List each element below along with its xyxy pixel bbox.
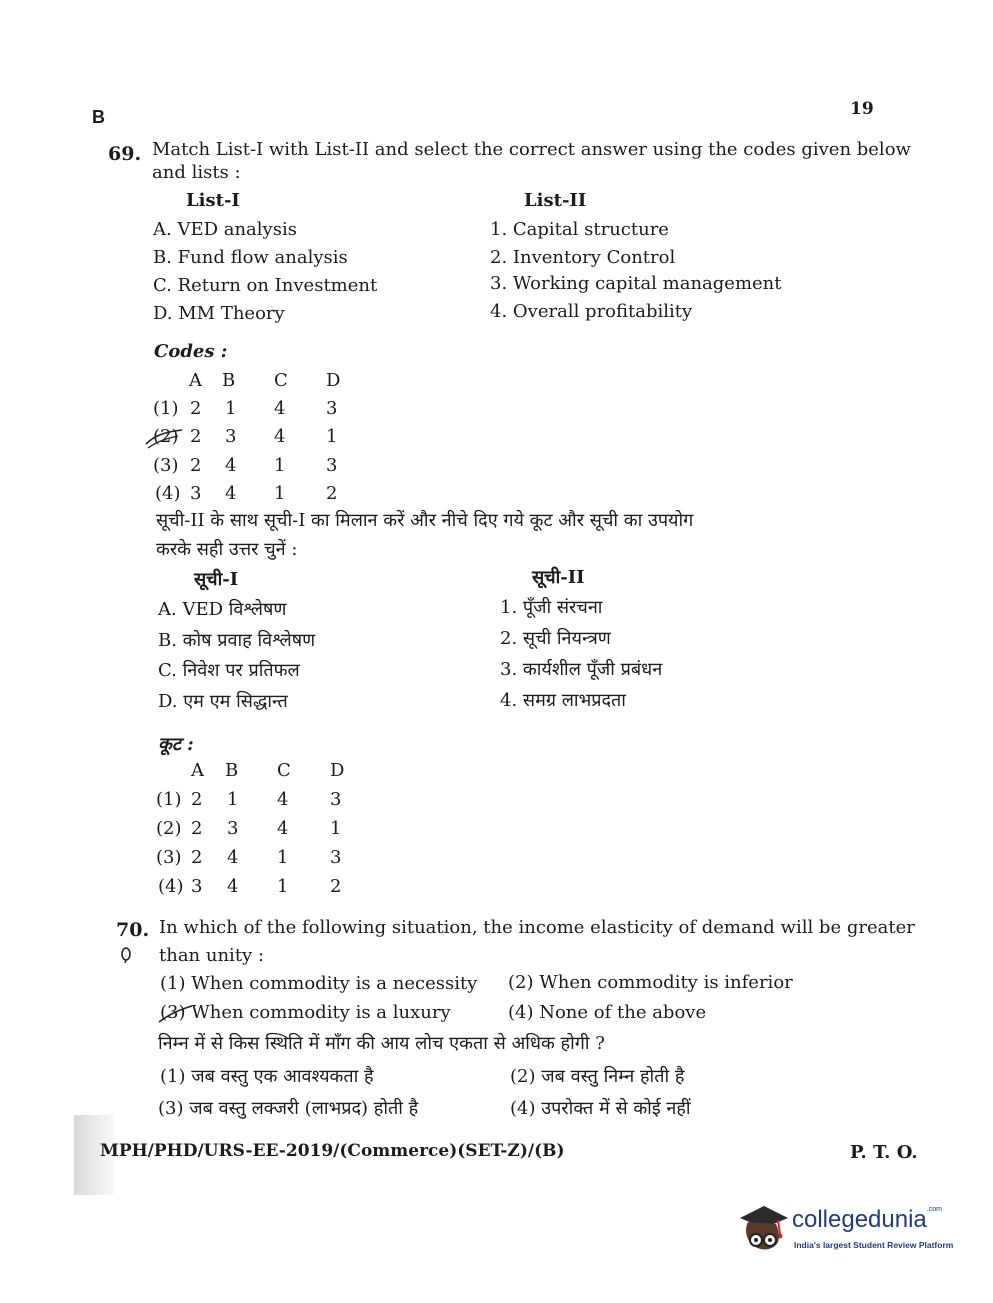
- option-label: (3): [156, 847, 182, 868]
- code-col: B: [225, 760, 239, 781]
- page-number: 19: [850, 99, 874, 119]
- option-value: 2: [191, 818, 203, 839]
- code-col: C: [277, 760, 291, 781]
- list-item: D. एम एम सिद्धान्त: [158, 691, 288, 712]
- q69-hi-stem-line2: करके सही उत्तर चुनें :: [156, 539, 298, 560]
- q70-option-4: (4) None of the above: [508, 1002, 707, 1023]
- code-col: A: [189, 370, 202, 391]
- q69-hi-stem-line1: सूची-II के साथ सूची-I का मिलान करें और नीचे दिए गये कूट और सूची का उपयोग: [156, 510, 694, 531]
- option-value: 3: [326, 455, 338, 476]
- option-label: (2): [153, 426, 179, 447]
- q69-hi-list2-head: सूची-II: [532, 567, 585, 588]
- footer-code: MPH/PHD/URS-EE-2019/(Commerce)(SET-Z)/(B): [100, 1141, 565, 1161]
- option-value: 1: [330, 818, 342, 839]
- q70-number: 70.: [116, 919, 150, 941]
- list-item: 4. समग्र लाभप्रदता: [500, 690, 626, 711]
- logo-name: collegedunia$^{.com}$: [792, 1206, 942, 1233]
- option-value: 3: [225, 426, 237, 447]
- option-value: 4: [227, 847, 239, 868]
- option-label: (2): [156, 818, 182, 839]
- option-value: 1: [225, 398, 237, 419]
- option-value: 2: [191, 847, 203, 868]
- option-label: (1): [153, 398, 179, 419]
- option-value: 4: [274, 426, 286, 447]
- option-label: (3): [153, 455, 179, 476]
- code-col: D: [330, 760, 345, 781]
- option-value: 2: [191, 789, 203, 810]
- code-option: [0, 876, 400, 900]
- code-col: A: [191, 760, 204, 781]
- list-item: A. VED विश्लेषण: [158, 599, 287, 620]
- list-item: 2. Inventory Control: [490, 247, 676, 268]
- q70-option-3: (3) When commodity is a luxury: [160, 1002, 451, 1023]
- option-value: 4: [227, 876, 239, 897]
- q70-hi-option-3: (3) जब वस्तु लक्जरी (लाभप्रद) होती है: [158, 1098, 419, 1119]
- option-value: 2: [330, 876, 342, 897]
- code-option: [0, 818, 400, 842]
- option-value: 4: [277, 818, 289, 839]
- q69-list1-head: List-I: [186, 190, 240, 211]
- list-item: D. MM Theory: [153, 303, 285, 324]
- list-item: 4. Overall profitability: [490, 301, 693, 322]
- list-item: 2. सूची नियन्त्रण: [500, 628, 611, 649]
- option-value: 1: [274, 483, 286, 504]
- code-option: [0, 847, 400, 871]
- q69-number: 69.: [108, 143, 142, 165]
- mascot-icon: [734, 1200, 792, 1258]
- q70-stem-line1: In which of the following situation, the income elasticity of demand will be greater: [159, 917, 915, 938]
- option-value: 1: [227, 789, 239, 810]
- code-option: [0, 455, 400, 479]
- q69-stem-line1: Match List-I with List-II and select the correct answer using the codes given below: [152, 139, 911, 160]
- list-item: B. Fund flow analysis: [153, 247, 348, 268]
- code-option: [0, 398, 400, 422]
- logo-tagline: India's largest Student Review Platform: [794, 1240, 954, 1250]
- option-value: 2: [190, 426, 202, 447]
- code-col: C: [274, 370, 288, 391]
- option-value: 3: [330, 789, 342, 810]
- footer-pto: P. T. O.: [850, 1142, 918, 1163]
- list-item: A. VED analysis: [153, 219, 297, 240]
- code-option: [0, 426, 400, 450]
- list-item: C. Return on Investment: [153, 275, 378, 296]
- list-item: 1. Capital structure: [490, 219, 669, 240]
- option-value: 4: [225, 483, 237, 504]
- option-label: (4): [158, 876, 184, 897]
- option-value: 2: [190, 455, 202, 476]
- hi-codes-label: कूट :: [158, 734, 194, 755]
- option-value: 3: [190, 483, 202, 504]
- option-value: 4: [274, 398, 286, 419]
- q70-option-2: (2) When commodity is inferior: [508, 972, 793, 993]
- option-value: 3: [330, 847, 342, 868]
- margin-pen-mark: [118, 946, 134, 964]
- option-label: (1): [156, 789, 182, 810]
- codes-label: Codes :: [154, 341, 228, 362]
- option-value: 1: [326, 426, 338, 447]
- code-option: [0, 483, 400, 507]
- answer-pen-mark: [142, 426, 186, 452]
- collegedunia-logo: [734, 1196, 964, 1262]
- set-letter: B: [92, 107, 105, 127]
- list-item: C. निवेश पर प्रतिफल: [158, 660, 300, 681]
- code-option: [0, 789, 400, 813]
- codes-header: [0, 370, 400, 394]
- q70-hi-option-1: (1) जब वस्तु एक आवश्यकता है: [160, 1066, 374, 1087]
- codes-header: [0, 760, 400, 784]
- option-value: 1: [274, 455, 286, 476]
- list-item: 1. पूँजी संरचना: [500, 597, 603, 618]
- q70-hi-option-2: (2) जब वस्तु निम्न होती है: [510, 1066, 685, 1087]
- list-item: 3. कार्यशील पूँजी प्रबंधन: [500, 659, 663, 680]
- code-col: B: [222, 370, 236, 391]
- option-value: 4: [225, 455, 237, 476]
- option-value: 2: [190, 398, 202, 419]
- option-value: 1: [277, 876, 289, 897]
- option-value: 3: [227, 818, 239, 839]
- q70-option-1: (1) When commodity is a necessity: [160, 973, 478, 994]
- q69-hi-list1-head: सूची-I: [194, 569, 239, 590]
- q69-list2-head: List-II: [524, 190, 587, 211]
- list-item: 3. Working capital management: [490, 273, 782, 294]
- q69-stem-line2: and lists :: [152, 162, 241, 183]
- option-value: 3: [191, 876, 203, 897]
- option-value: 4: [277, 789, 289, 810]
- code-col: D: [326, 370, 341, 391]
- option-value: 2: [326, 483, 338, 504]
- q70-hi-stem: निम्न में से किस स्थिति में माँग की आय लोच एकता से अधिक होगी ?: [158, 1033, 605, 1054]
- option-label: (4): [155, 483, 181, 504]
- option-value: 3: [326, 398, 338, 419]
- q70-stem-line2: than unity :: [159, 945, 265, 966]
- option-value: 1: [277, 847, 289, 868]
- q70-hi-option-4: (4) उपरोक्त में से कोई नहीं: [510, 1098, 691, 1119]
- list-item: B. कोष प्रवाह विश्लेषण: [158, 630, 316, 651]
- answer-pen-mark: [156, 1002, 196, 1028]
